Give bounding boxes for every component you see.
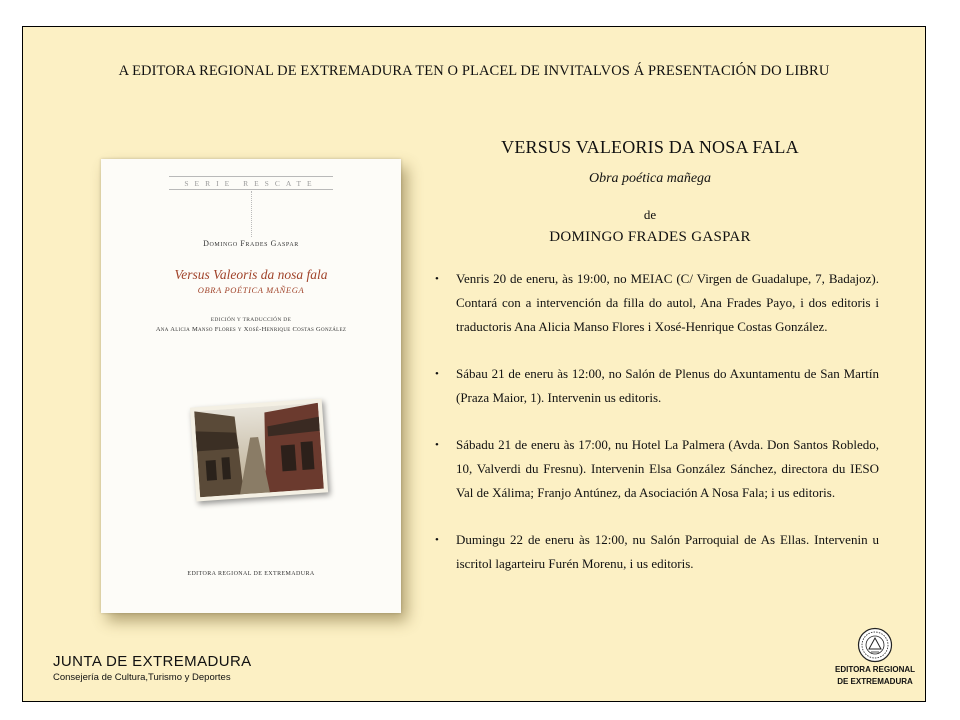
cover-dotted-line (251, 191, 252, 237)
event-item (435, 267, 879, 339)
invitation-card (22, 26, 926, 702)
cover-subtitle: OBRA POÉTICA MAÑEGA (197, 285, 305, 295)
cover-title: Versus Valeoris da nosa fala (174, 267, 328, 282)
event-list (435, 267, 879, 599)
event-item (435, 528, 879, 576)
cover-series: SERIE RESCATE (184, 179, 318, 188)
cover-rule-top (169, 176, 333, 177)
event-text: Sábadu 21 de eneru às 17:00, nu Hotel La Palmera (Avda. Don Santos Robledo, 10, Valverdi du Fresnu). Intervenin Elsa González Sánchez, directora du IESO Val de Xálima; Franjo Antúnez, da Asociación A Nosa Fala; i us editoris. (456, 437, 879, 500)
cover-publisher: EDITORA REGIONAL DE EXTREMADURA (187, 571, 315, 577)
event-text: Sábau 21 de eneru às 12:00, no Salón de Plenus do Axuntamentu de San Martín (Praza Maior, 1). Intervenin us editoris. (456, 366, 879, 405)
book-by: de (643, 207, 657, 222)
bullet-icon: • (435, 368, 439, 380)
editora-line1: EDITORA REGIONAL (835, 665, 916, 674)
seal-icon (857, 627, 893, 663)
book-author: DOMINGO FRADES GASPAR (549, 229, 751, 245)
editora-line2: DE EXTREMADURA (837, 677, 913, 686)
event-text: Venris 20 de eneru, às 19:00, no MEIAC (C/ Virgen de Guadalupe, 7, Badajoz). Contará con a intervención da filla do autol, Ana Frades Payo, i dos editoris i traductoris Ana Alicia Manso Flores i Xosé-Henrique Costas González. (456, 271, 879, 334)
event-text: Dumingu 22 de eneru às 12:00, nu Salón Parroquial de As Ellas. Intervenin u iscritol lagarteiru Furén Morenu, i us editoris. (456, 532, 879, 571)
cover-rule-bottom (169, 189, 333, 190)
event-item (435, 362, 879, 410)
editora-logo (835, 627, 915, 687)
street-photo-icon (190, 399, 328, 502)
book-title: VERSUS VALEORIS DA NOSA FALA (501, 137, 799, 157)
junta-logo (53, 653, 252, 683)
cover-editors: Ana Alicia Manso Flores y Xosé-Henrique Costas González (155, 326, 347, 333)
book-cover (101, 159, 401, 613)
invitation-header: A EDITORA REGIONAL DE EXTREMADURA TEN O PLACEL DE INVITALVOS Á PRESENTACIÓN DO LIBRU (118, 63, 830, 79)
junta-subtitle: Consejería de Cultura,Turismo y Deportes (53, 672, 231, 683)
book-subtitle: Obra poética mañega (588, 171, 712, 186)
event-item (435, 433, 879, 505)
cover-edition-label: EDICIÓN Y TRADUCCIÓN DE (210, 317, 292, 323)
bullet-icon: • (435, 439, 439, 451)
bullet-icon: • (435, 273, 439, 285)
cover-author: Domingo Frades Gaspar (203, 239, 299, 248)
junta-title: JUNTA DE EXTREMADURA (53, 653, 252, 670)
bullet-icon: • (435, 534, 439, 546)
